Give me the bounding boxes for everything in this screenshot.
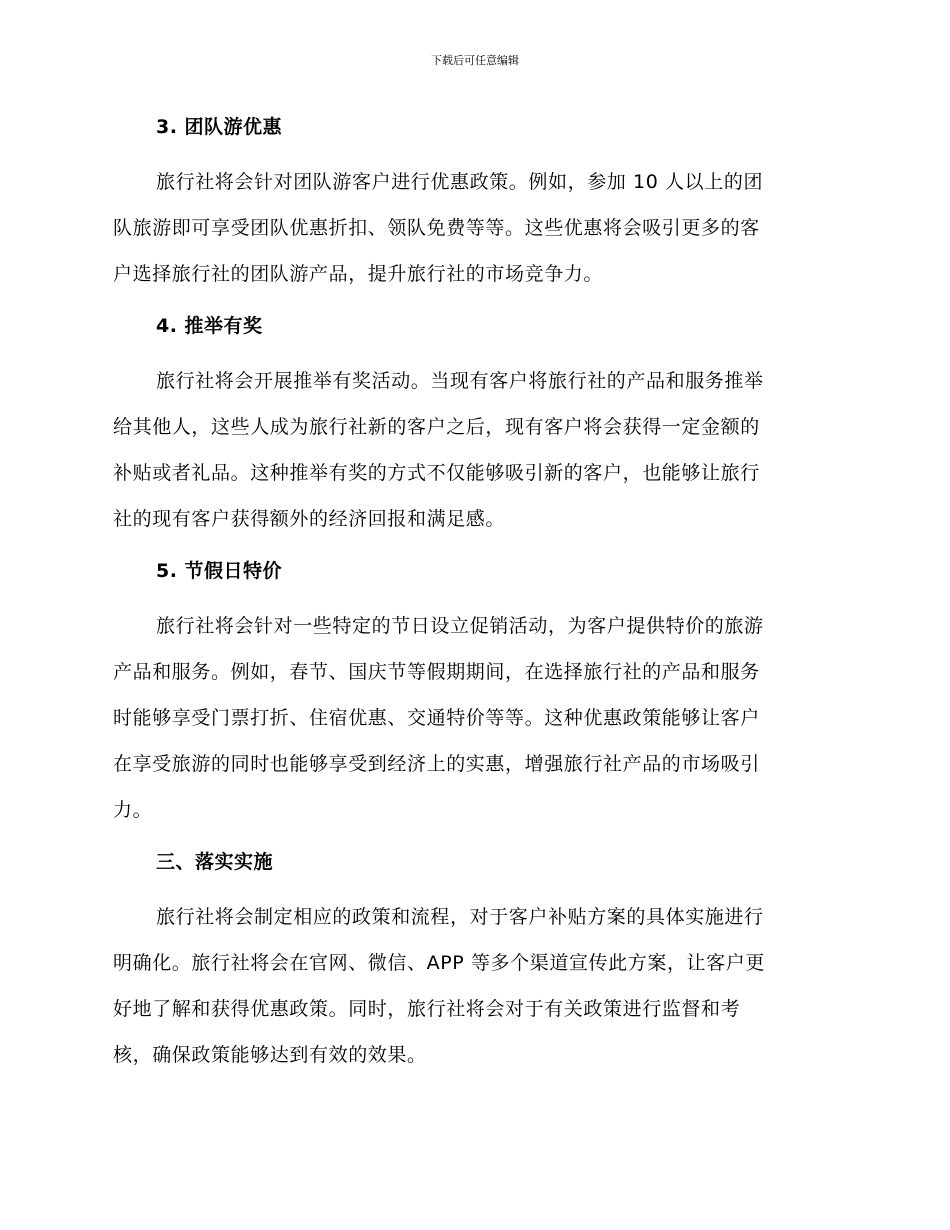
paragraph-implementation	[113, 894, 835, 1078]
section-heading-implementation: 三、落实实施	[156, 851, 274, 873]
paragraph-line: 补贴或者礼品。这种推举有奖的方式不仅能够吸引新的客户，也能够让旅行	[113, 462, 760, 484]
paragraph-line: 户选择旅行社的团队游产品，提升旅行社的市场竞争力。	[113, 263, 604, 285]
paragraph-line: 旅行社将会开展推举有奖活动。当现有客户将旅行社的产品和服务推举	[156, 370, 764, 392]
paragraph-holiday	[113, 603, 835, 833]
section-heading-holiday: 5. 节假日特价	[156, 560, 283, 582]
paragraph-referral	[113, 358, 835, 542]
section-heading-team-tour: 3. 团队游优惠	[156, 116, 283, 138]
running-header: 下载后可任意编辑	[431, 54, 519, 67]
document-body	[113, 112, 835, 1092]
paragraph-line: 力。	[113, 799, 153, 821]
paragraph-line: 旅行社将会制定相应的政策和流程，对于客户补贴方案的具体实施进行	[156, 906, 764, 928]
paragraph-line: 旅行社将会针对一些特定的节日设立促销活动，为客户提供特价的旅游	[156, 615, 764, 637]
paragraph-line: 给其他人，这些人成为旅行社新的客户之后，现有客户将会获得一定金额的	[113, 416, 760, 438]
paragraph-line: 核，确保政策能够达到有效的效果。	[113, 1044, 427, 1066]
paragraph-team-tour	[113, 159, 835, 297]
paragraph-line: 旅行社将会针对团队游客户进行优惠政策。例如，参加 10 人以上的团	[156, 171, 764, 193]
paragraph-line: 好地了解和获得优惠政策。同时，旅行社将会对于有关政策进行监督和考	[113, 998, 741, 1020]
paragraph-line: 在享受旅游的同时也能够享受到经济上的实惠，增强旅行社产品的市场吸引	[113, 753, 760, 775]
paragraph-line: 队旅游即可享受团队优惠折扣、领队免费等等。这些优惠将会吸引更多的客	[113, 217, 760, 239]
paragraph-line: 社的现有客户获得额外的经济回报和满足感。	[113, 508, 506, 530]
paragraph-line: 时能够享受门票打折、住宿优惠、交通特价等等。这种优惠政策能够让客户	[113, 707, 760, 729]
section-heading-referral: 4. 推举有奖	[156, 315, 263, 337]
paragraph-line: 产品和服务。例如，春节、国庆节等假期期间，在选择旅行社的产品和服务	[113, 661, 760, 683]
paragraph-line: 明确化。旅行社将会在官网、微信、APP 等多个渠道宣传此方案，让客户更	[113, 952, 765, 974]
